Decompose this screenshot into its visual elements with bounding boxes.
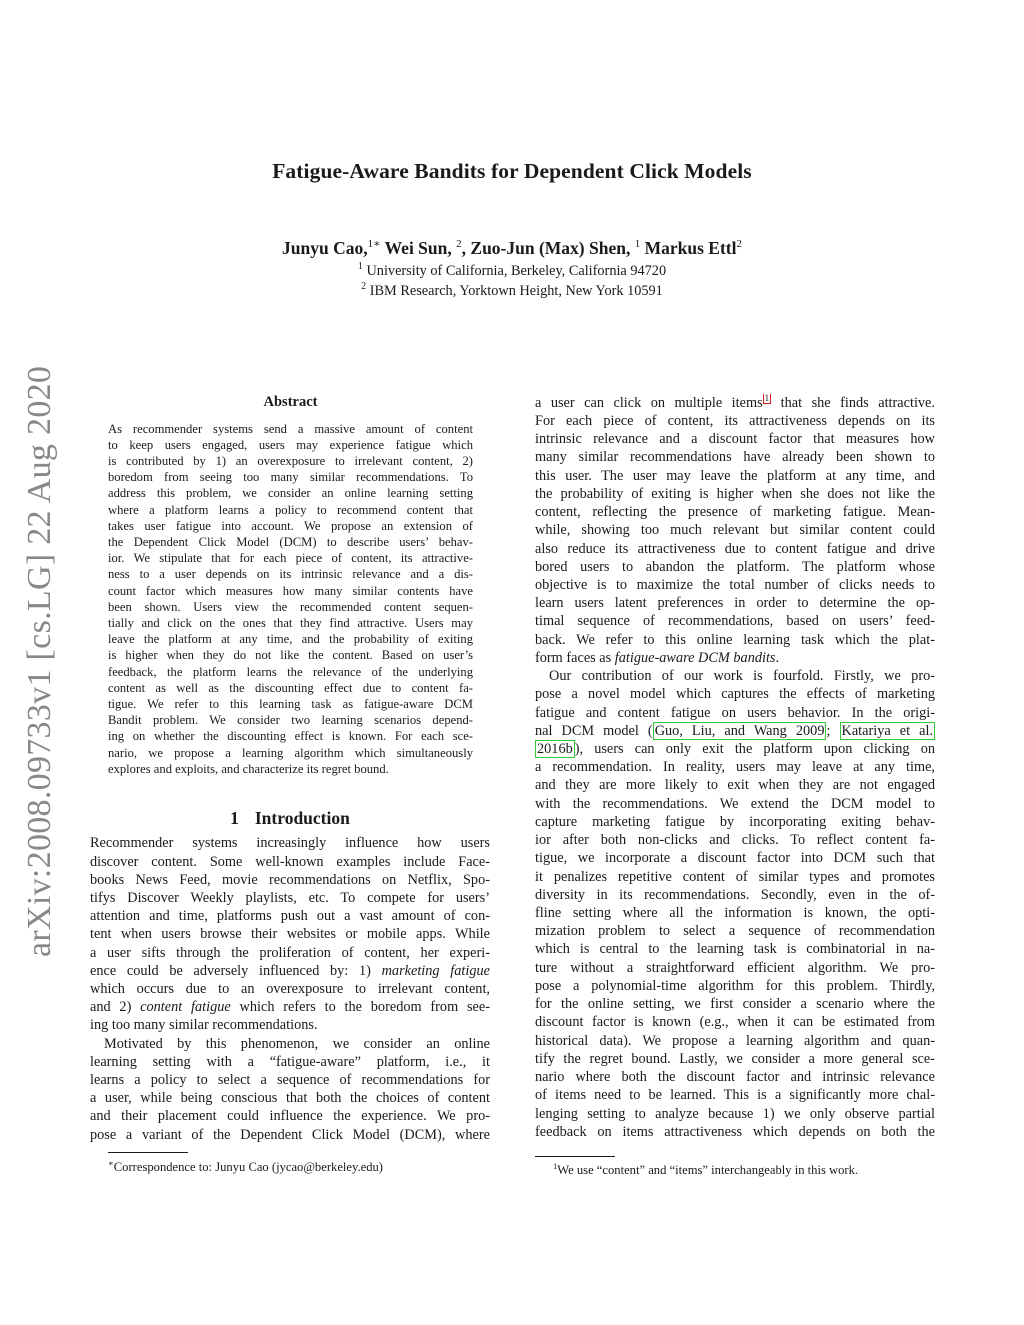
footnote-rule bbox=[535, 1156, 615, 1157]
author-affil-mark: 2 bbox=[456, 238, 462, 250]
abstract-line: been shown. Users view the recommended content sequen- bbox=[108, 600, 473, 614]
body-line: historical data). We propose a learning algorithm and quan- bbox=[535, 1033, 935, 1049]
body-line: capture marketing fatigue by incorporating exiting behav- bbox=[535, 814, 935, 830]
author-affil-mark: 1 bbox=[634, 238, 641, 250]
affiliation-text: IBM Research, Yorktown Height, New York 10591 bbox=[369, 282, 663, 299]
abstract-line: is contributed by 1) an overexposure to irrelevant content, 2) bbox=[108, 454, 473, 468]
body-line: feedback on items attractiveness which depends on both the bbox=[535, 1124, 935, 1140]
citation-link[interactable]: 2016b bbox=[537, 741, 573, 757]
body-line: mization problem to select a sequence of recommendation bbox=[535, 923, 935, 939]
body-line: objective is to maximize the total number of clicks needs to bbox=[535, 577, 935, 593]
affiliation bbox=[120, 261, 904, 280]
body-line: diversity in its recommendations. Secondly, even in the of- bbox=[535, 887, 935, 903]
emphasis: content fatigue bbox=[140, 999, 231, 1015]
body-line: and their placement could influence the experience. We pro- bbox=[90, 1108, 490, 1124]
citation-link[interactable]: Katariya et al. bbox=[841, 723, 934, 739]
body-line: with the recommendations. We extend the DCM model to bbox=[535, 796, 935, 812]
abstract-line: ior. We stipulate that for each piece of content, its attractive- bbox=[108, 551, 473, 565]
footnote-link[interactable]: 1 bbox=[764, 394, 770, 404]
footnote-rule bbox=[108, 1152, 188, 1153]
abstract-line: ing on whether the discounting effect is known. For each sce- bbox=[108, 729, 473, 743]
citation-link[interactable]: Guo, Liu, and Wang 2009 bbox=[654, 723, 825, 739]
body-line: tify the regret bound. Lastly, we consider a more general sce- bbox=[535, 1051, 935, 1067]
abstract-line: boredom from seeing too many similar recommendations. To bbox=[108, 470, 473, 484]
body-line: and they are more likely to exit when they are not engaged bbox=[535, 777, 935, 793]
body-line: form faces as fatigue-aware DCM bandits. bbox=[535, 650, 780, 666]
abstract-line: the Dependent Click Model (DCM) to describe users’ behav- bbox=[108, 535, 473, 549]
body-line: many similar recommendations have already been shown to bbox=[535, 449, 935, 465]
abstract-line: nario, we propose a learning algorithm which simultaneously bbox=[108, 746, 473, 760]
affiliation-text: University of California, Berkeley, California 94720 bbox=[366, 262, 667, 279]
body-line: which occurs due to an overexposure to irrelevant content, bbox=[90, 981, 490, 997]
body-line: fline setting where all the information is known, the opti- bbox=[535, 905, 935, 921]
body-line: a user sifts through the proliferation of content, her experi- bbox=[90, 945, 490, 961]
abstract-line: to keep users engaged, users may experience fatigue which bbox=[108, 438, 473, 452]
body-line: tifys Discover Weekly playlists, etc. To compete for users’ bbox=[90, 890, 490, 906]
body-line: Motivated by this phenomenon, we consider an online bbox=[104, 1036, 490, 1052]
abstract-line: feedback, the platform learns the relevance of the underlying bbox=[108, 665, 473, 679]
body-line: Our contribution of our work is fourfold. Firstly, we pro- bbox=[549, 668, 935, 684]
abstract-line: address this problem, we consider an online learning setting bbox=[108, 486, 473, 500]
abstract-heading: Abstract bbox=[263, 394, 318, 410]
body-line: a user, while being conscious that both the choices of content bbox=[90, 1090, 490, 1106]
body-line: For each piece of content, its attractiveness depends on its bbox=[535, 413, 935, 429]
body-line: timal sequence of recommendations, based on users’ feed- bbox=[535, 613, 935, 629]
affiliation-mark: 2 bbox=[361, 281, 367, 292]
author-affil-mark: 1∗ bbox=[367, 238, 381, 250]
abstract-line: is higher when they do not like the content. Based on user’s bbox=[108, 648, 473, 662]
paper-title: Fatigue-Aware Bandits for Dependent Click Models bbox=[272, 159, 752, 183]
author-name: Junyu Cao, bbox=[282, 237, 368, 258]
section-title: Introduction bbox=[254, 808, 350, 828]
footnote: $^1$We use “content” and “items” interchangeably in this work. bbox=[553, 1161, 859, 1178]
emphasis: marketing fatigue bbox=[381, 963, 490, 979]
author-name: , Zuo-Jun (Max) Shen, bbox=[461, 237, 631, 258]
section-heading bbox=[90, 808, 490, 829]
body-line: this user. The user may leave the platform at any time, and bbox=[535, 468, 935, 484]
body-line: lenging setting to analyze because 1) we only observe partial bbox=[535, 1106, 935, 1122]
body-line: Recommender systems increasingly influence how users bbox=[90, 835, 490, 851]
author-affil-mark: 2 bbox=[736, 238, 742, 250]
body-line: books News Feed, movie recommendations on Netflix, Spo- bbox=[90, 872, 490, 888]
body-line: while, showing too much relevant but similar content could bbox=[535, 522, 935, 538]
emphasis: fatigue-aware DCM bandits bbox=[614, 650, 776, 666]
body-line: learning setting with a “fatigue-aware” platform, i.e., it bbox=[90, 1054, 490, 1070]
abstract-line: Bandit problem. We consider two learning scenarios depend- bbox=[108, 713, 473, 727]
abstract-line: content as well as the discounting effect due to content fa- bbox=[108, 681, 473, 695]
body-line: of items need to be learned. This is a significantly more chal- bbox=[535, 1087, 935, 1103]
abstract-line: takes user fatigue into account. We propose an extension of bbox=[108, 519, 473, 533]
body-line: discount factor is known (e.g., when it can be estimated from bbox=[535, 1014, 935, 1030]
body-line: bored users to abandon the platform. The platform whose bbox=[535, 559, 935, 575]
body-line: tent when users browse their websites or mobile apps. While bbox=[90, 926, 490, 942]
footnote: ∗Correspondence to: Junyu Cao (jycao@berkeley.edu) bbox=[108, 1158, 383, 1175]
body-line: for the online setting, we first consider a scenario where the bbox=[535, 996, 935, 1012]
body-line: pose a novel model which captures the effects of marketing bbox=[535, 686, 935, 702]
author-name: Markus Ettl bbox=[644, 237, 737, 258]
author-list bbox=[120, 237, 904, 259]
abstract-line: tigue. We refer to this learning task as fatigue-aware DCM bbox=[108, 697, 473, 711]
body-line: attention and time, platforms push out a vast amount of con- bbox=[90, 908, 490, 924]
abstract-line: tially and click on the ones that they find attractive. Users may bbox=[108, 616, 473, 630]
body-line: nario where both the discount factor and intrinsic relevance bbox=[535, 1069, 935, 1085]
body-line: pose a variant of the Dependent Click Model (DCM), where bbox=[90, 1127, 490, 1143]
body-line: discover content. Some well-known examples include Face- bbox=[90, 854, 490, 870]
section-number: 1 bbox=[230, 808, 239, 828]
affiliation-mark: 1 bbox=[357, 261, 363, 272]
affiliation bbox=[120, 281, 904, 300]
body-line: also reduce its attractiveness due to content fatigue and drive bbox=[535, 541, 935, 557]
abstract-line: leave the platform at any time, and the probability of exiting bbox=[108, 632, 473, 646]
body-line: tigue, we incorporate a discount factor into DCM such that bbox=[535, 850, 935, 866]
body-line: pose a polynomial-time algorithm for this problem. Thirdly, bbox=[535, 978, 935, 994]
body-line: a user can click on multiple items $^1$ that she finds attractive. bbox=[535, 394, 935, 411]
body-line: ture without a straightforward efficient algorithm. We pro- bbox=[535, 960, 935, 976]
body-line: ence could be adversely influenced by: 1) marketing fatigue bbox=[90, 963, 490, 979]
body-line: ior after both non-clicks and clicks. To reflect content fa- bbox=[535, 832, 935, 848]
body-line: ing too many similar recommendations. bbox=[90, 1017, 318, 1033]
body-line: intrinsic relevance and a discount factor that measures how bbox=[535, 431, 935, 447]
body-line: it penalizes repetitive content of similar types and promotes bbox=[535, 869, 935, 885]
abstract-line: ness to a user depends on its intrinsic relevance and a dis- bbox=[108, 567, 473, 581]
abstract-line: where a platform learns a policy to recommend content that bbox=[108, 503, 473, 517]
abstract-line: count factor which measures how many similar contents have bbox=[108, 584, 473, 598]
body-line: learns a policy to select a sequence of recommendations for bbox=[90, 1072, 490, 1088]
body-line: and 2) content fatigue which refers to the boredom from see- bbox=[90, 999, 490, 1015]
abstract-line: explores and exploits, and characterize its regret bound. bbox=[108, 762, 389, 776]
arxiv-stamp: arXiv:2008.09733v1 [cs.LG] 22 Aug 2020 bbox=[21, 365, 58, 957]
body-line: fatigue and content fatigue on users behavior. In the origi- bbox=[535, 705, 935, 721]
author-name: Wei Sun, bbox=[384, 237, 452, 258]
body-line: 2016b ), users can only exit the platform upon clicking on bbox=[537, 741, 935, 757]
abstract-line: As recommender systems send a massive amount of content bbox=[108, 422, 473, 436]
body-line: learn users latent preferences in order to determine the op- bbox=[535, 595, 935, 611]
body-line: a recommendation. In reality, users may leave at any time, bbox=[535, 759, 935, 775]
body-line: back. We refer to this online learning task which the plat- bbox=[535, 632, 935, 648]
body-line: the probability of exiting is higher when she does not like the bbox=[535, 486, 935, 502]
body-line: nal DCM model ( Guo, Liu, and Wang 2009 ; Katariya et al. bbox=[535, 723, 934, 739]
body-line: which is central to the learning task is combinatorial in na- bbox=[535, 941, 935, 957]
body-line: content, reflecting the presence of marketing fatigue. Mean- bbox=[535, 504, 935, 520]
